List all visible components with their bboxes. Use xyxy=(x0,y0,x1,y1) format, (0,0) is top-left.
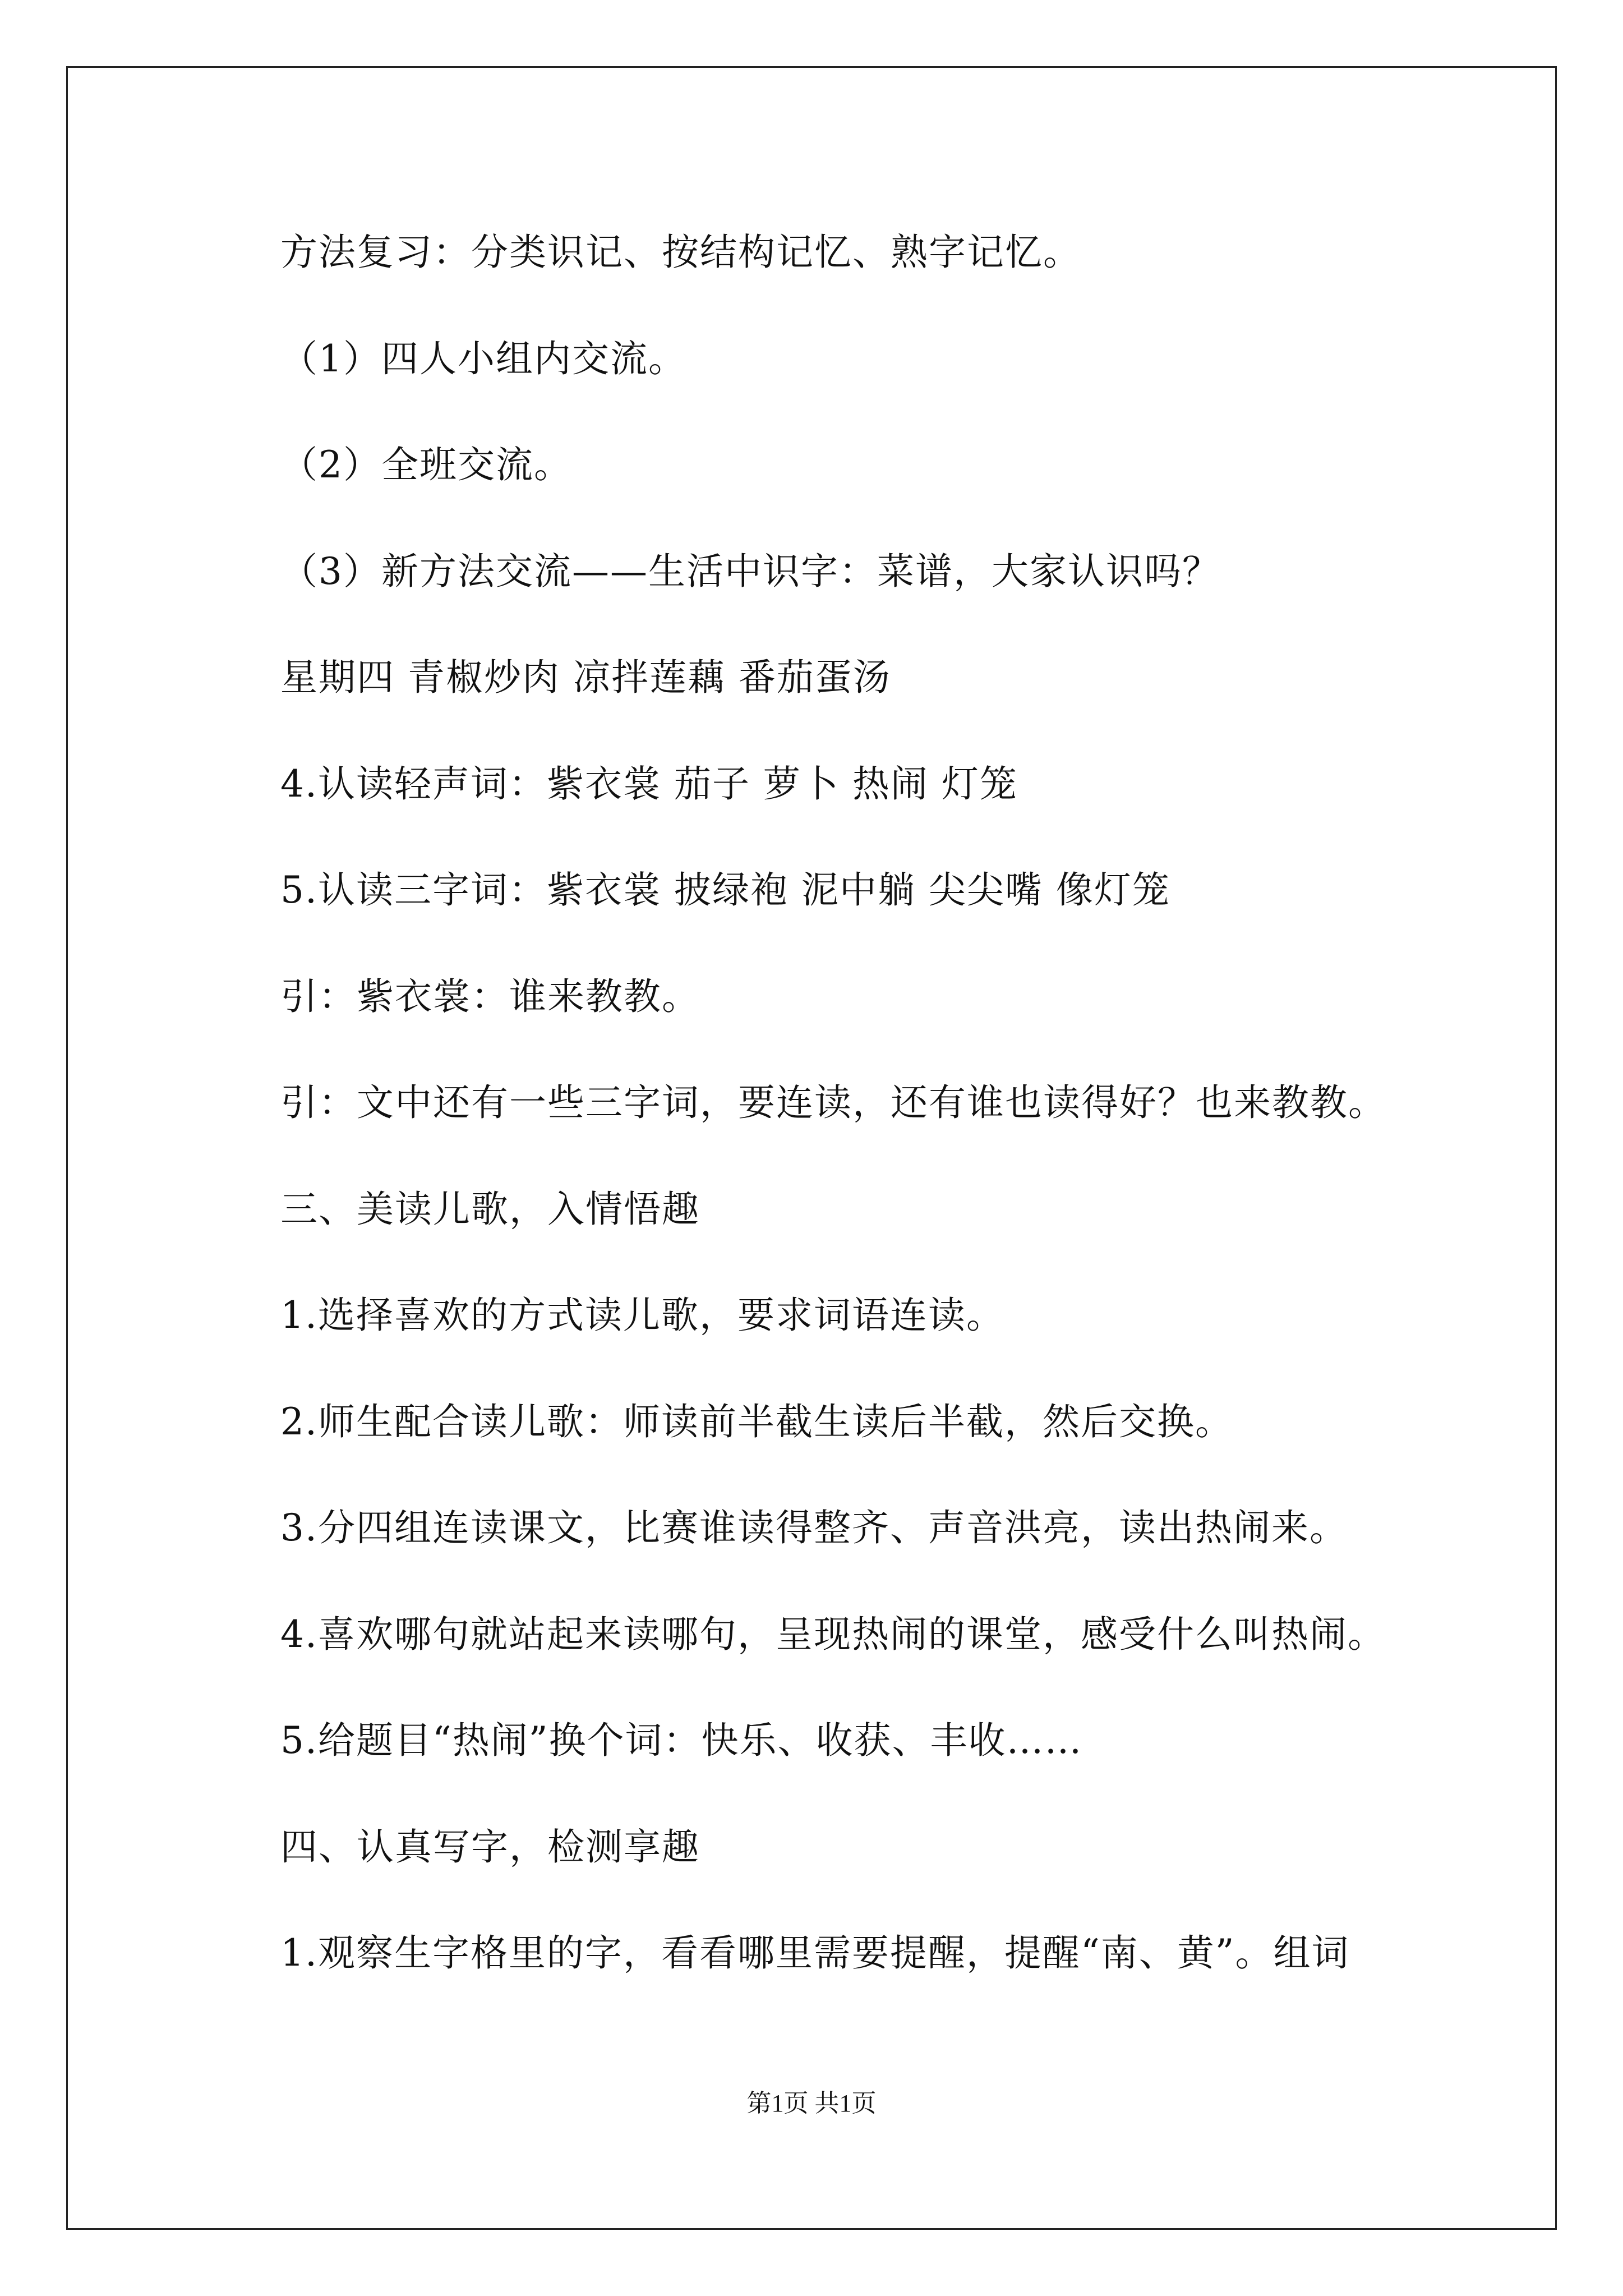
text-line: 1.选择喜欢的方式读儿歌，要求词语连读。 xyxy=(280,1294,1004,1337)
text-line: （1）四人小组内交流。 xyxy=(280,337,686,380)
text-line: （2）全班交流。 xyxy=(280,443,572,486)
text-line: 引：紫衣裳：谁来教教。 xyxy=(280,974,700,1018)
text-line: 3.分四组连读课文，比赛谁读得整齐、声音洪亮，读出热闹来。 xyxy=(280,1506,1348,1549)
text-line: 星期四 青椒炒肉 凉拌莲藕 番茄蛋汤 xyxy=(280,656,891,699)
text-line: 5.给题目“热闹”换个词：快乐、收获、丰收…… xyxy=(280,1719,1083,1762)
text-line: 4.认读轻声词：紫衣裳 茄子 萝卜 热闹 灯笼 xyxy=(280,762,1018,806)
section-heading: 三、美读儿歌，入情悟趣 xyxy=(280,1187,700,1231)
text-line: 4.喜欢哪句就站起来读哪句，呈现热闹的课堂，感受什么叫热闹。 xyxy=(280,1612,1386,1656)
text-line: 引：文中还有一些三字词，要连读，还有谁也读得好？也来教教。 xyxy=(280,1081,1386,1124)
text-line: 方法复习：分类识记、按结构记忆、熟字记忆。 xyxy=(280,231,1081,274)
text-line: （3）新方法交流——生活中识字：菜谱，大家认识吗？ xyxy=(280,549,1220,593)
section-heading: 四、认真写字，检测享趣 xyxy=(280,1825,700,1869)
document-body xyxy=(280,219,1503,2026)
text-line: 2.师生配合读儿歌：师读前半截生读后半截，然后交换。 xyxy=(280,1400,1233,1443)
text-line: 5.认读三字词：紫衣裳 披绿袍 泥中躺 尖尖嘴 像灯笼 xyxy=(280,868,1170,912)
text-line: 1.观察生字格里的字，看看哪里需要提醒，提醒“南、黄”。组词 xyxy=(280,1931,1350,1975)
page-number-footer: 第1页 共1页 xyxy=(746,2090,877,2117)
